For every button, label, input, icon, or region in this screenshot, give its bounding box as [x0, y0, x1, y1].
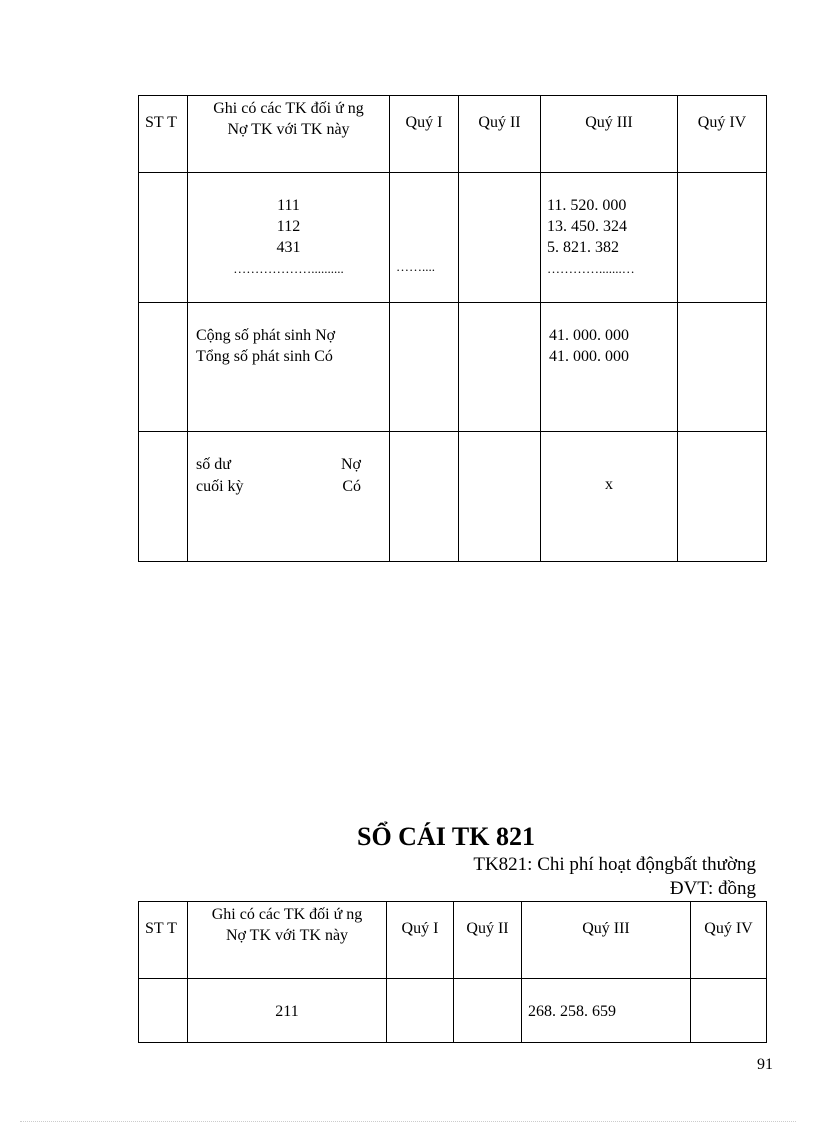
footer-divider: [20, 1121, 796, 1122]
header-account-line1: Ghi có các TK đối ứ ng: [211, 906, 363, 923]
account-431: 431: [276, 239, 301, 256]
header-q4: Quý IV: [678, 96, 767, 173]
ledger-table-1: [138, 95, 767, 562]
cell-q3-values: [541, 173, 678, 303]
cell-q3-mark: x: [541, 432, 678, 562]
ledger-subtitle: TK821: Chi phí hoạt độngbất thường: [473, 854, 756, 875]
cell-q3-totals: [541, 303, 678, 432]
cell-totals-label: [188, 303, 390, 432]
cell-accounts: [188, 173, 390, 303]
header-q3: Quý III: [522, 902, 691, 979]
header-account-column: [188, 96, 390, 173]
header-account-line2: Nợ TK với TK này: [227, 121, 350, 138]
total-debit-label: Cộng số phát sinh Nợ: [196, 327, 336, 344]
q3-value-3: 5. 821. 382: [547, 239, 619, 256]
header-account-line2: Nợ TK với TK này: [225, 927, 349, 944]
q3-total-debit: 41. 000. 000: [549, 327, 629, 344]
account-111: 111: [277, 197, 300, 214]
header-q4: Quý IV: [691, 902, 767, 979]
cell-q4: [678, 432, 767, 562]
cell-q2: [459, 303, 541, 432]
q3-total-credit: 41. 000. 000: [549, 348, 629, 365]
account-dots: ………………..........: [233, 261, 344, 276]
q3-value-1: 11. 520. 000: [547, 197, 627, 214]
table-row-accounts: [139, 173, 767, 303]
table-row-balance: [139, 432, 767, 562]
header-stt: ST T: [139, 96, 188, 173]
header-row: [139, 96, 767, 173]
cell-q2: [459, 173, 541, 303]
cell-q1-dots: ……....: [390, 173, 459, 303]
cell-q3: 268. 258. 659: [522, 979, 691, 1043]
cell-q4: [678, 303, 767, 432]
unit-label: ĐVT: đồng: [669, 878, 756, 899]
page-number: 91: [757, 1056, 773, 1073]
header-account-column: [188, 902, 387, 979]
cell-balance-label: [188, 432, 390, 562]
cell-stt: [139, 979, 188, 1043]
cell-q4: [678, 173, 767, 303]
total-credit-label: Tổng số phát sinh Có: [196, 348, 333, 365]
header-q1: Quý I: [390, 96, 459, 173]
cell-q2: [454, 979, 522, 1043]
cell-q1: [390, 432, 459, 562]
cell-stt: [139, 173, 188, 303]
ledger-table-2: [138, 901, 767, 1043]
q3-dots: ………….......…: [547, 261, 635, 276]
account-112: 112: [276, 218, 301, 235]
balance-line-1: số dư Nợ: [196, 456, 361, 473]
ledger-title: SỔ CÁI TK 821: [357, 822, 535, 851]
cell-account: 211: [188, 979, 387, 1043]
balance-line-2: cuối kỳ Có: [196, 478, 361, 495]
header-q1: Quý I: [387, 902, 454, 979]
cell-stt: [139, 432, 188, 562]
table-row: [139, 979, 767, 1043]
cell-stt: [139, 303, 188, 432]
cell-q2: [459, 432, 541, 562]
header-q2: Quý II: [459, 96, 541, 173]
q3-value-2: 13. 450. 324: [547, 218, 627, 235]
header-q2: Quý II: [454, 902, 522, 979]
cell-q1: [390, 303, 459, 432]
header-q3: Quý III: [541, 96, 678, 173]
cell-q4: [691, 979, 767, 1043]
header-row: [139, 902, 767, 979]
header-account-line1: Ghi có các TK đối ứ ng: [213, 100, 364, 117]
table-row-totals: [139, 303, 767, 432]
cell-q1: [387, 979, 454, 1043]
header-stt: ST T: [139, 902, 188, 979]
